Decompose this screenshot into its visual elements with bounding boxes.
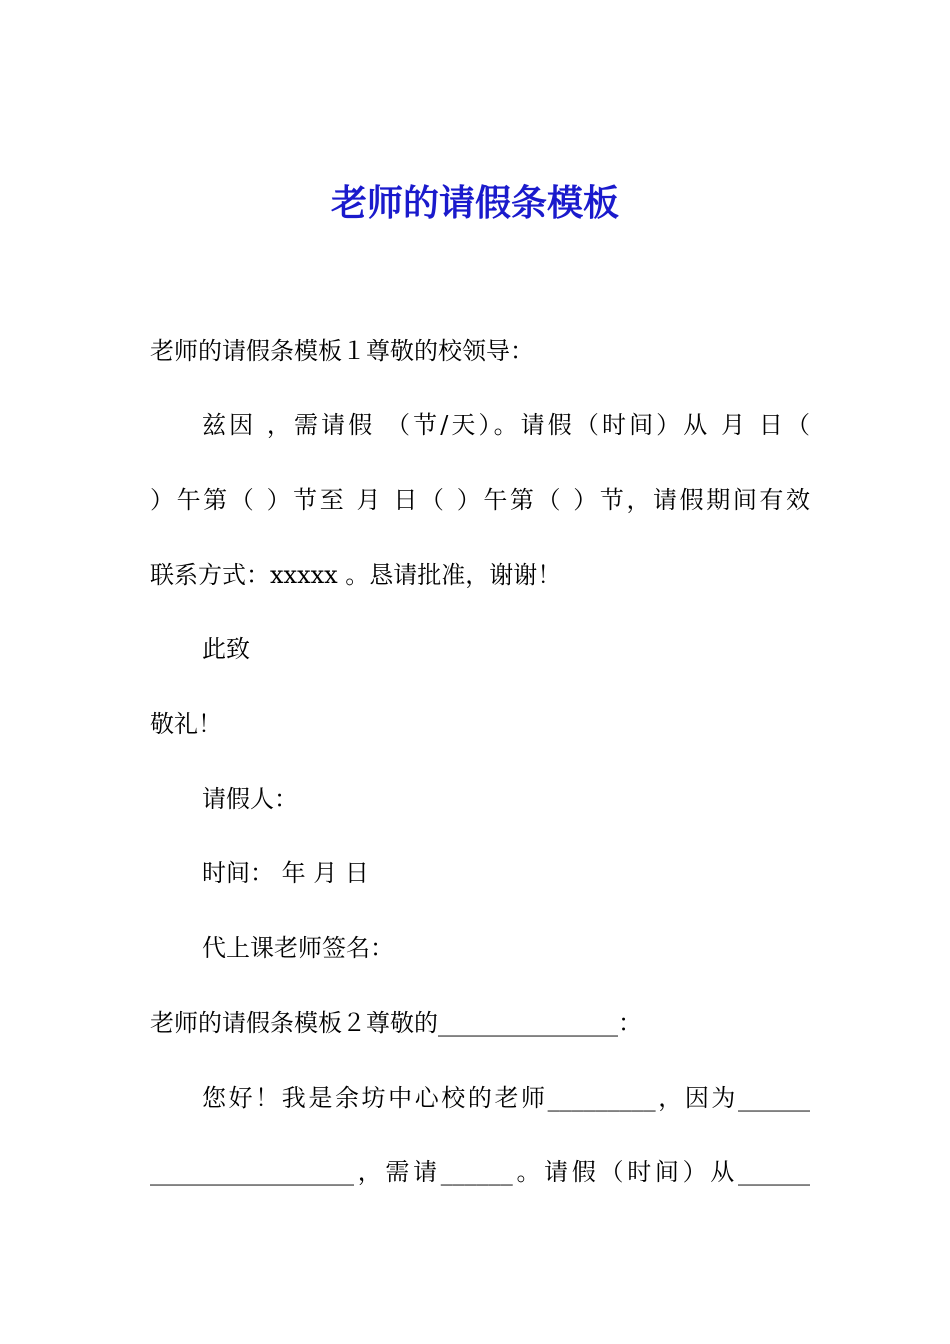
- section-2-heading: 老师的请假条模板２尊敬的_______________：: [150, 1009, 642, 1037]
- substitute-signature-field: 代上课老师签名：: [202, 934, 394, 962]
- closing-regards: 敬礼！: [150, 710, 222, 738]
- applicant-field: 请假人：: [202, 785, 298, 813]
- document-title: 老师的请假条模板: [330, 182, 619, 224]
- body-line: _________________，需请______。请假（时间）从______: [150, 1158, 810, 1186]
- date-field: 时间： 年 月 日: [202, 859, 369, 887]
- body-line: ）午第（ ）节至 月 日（ ）午第（ ）节，请假期间有效: [150, 486, 810, 514]
- body-line: 联系方式：xxxxx 。恳请批准，谢谢！: [150, 561, 562, 589]
- body-line: 兹因 ，需请假 （节/天）。请假（时间）从 月 日（: [202, 411, 810, 439]
- body-line: 您好！我是余坊中心校的老师_________，因为______: [202, 1084, 810, 1112]
- section-1-heading: 老师的请假条模板１尊敬的校领导：: [150, 337, 534, 365]
- closing-salutation: 此致: [202, 635, 250, 663]
